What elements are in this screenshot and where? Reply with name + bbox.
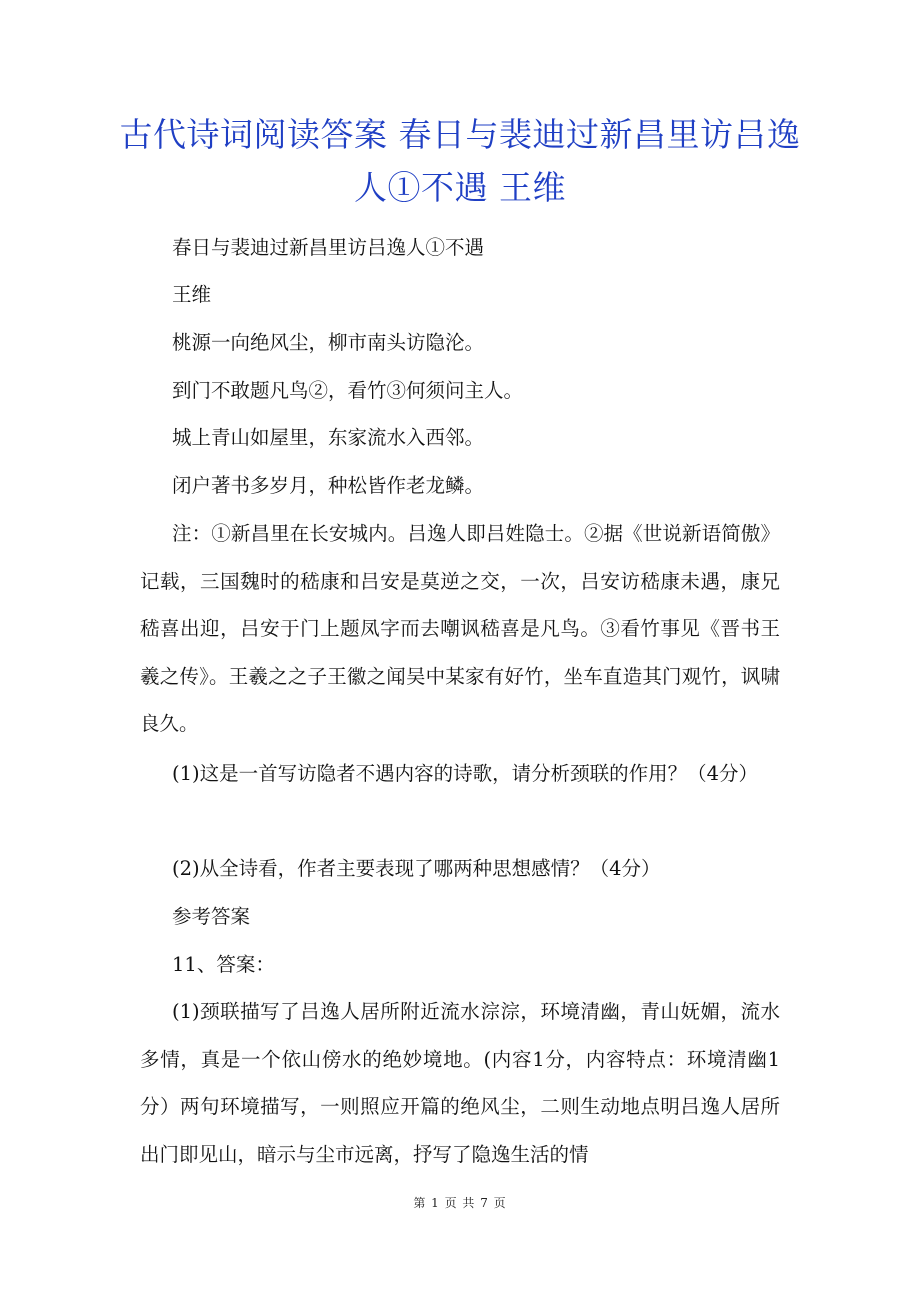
answer-number: 11、答案：	[172, 953, 275, 976]
page-footer: 第 1 页 共 7 页	[413, 1196, 507, 1210]
poem-line-4: 闭户著书多岁月，种松皆作老龙鳞。	[172, 474, 485, 497]
poem-line-3: 城上青山如屋里，东家流水入西邻。	[172, 426, 485, 449]
document-title: 古代诗词阅读答案 春日与裴迪过新昌里访吕逸人①不遇 王维	[119, 115, 801, 207]
poem-author: 王维	[172, 283, 212, 306]
poem-line-1: 桃源一向绝风尘，柳市南头访隐沦。	[172, 331, 485, 354]
answer-heading: 参考答案	[172, 905, 251, 928]
poem-title: 春日与裴迪过新昌里访吕逸人①不遇	[172, 236, 485, 259]
poem-notes: 注：①新昌里在长安城内。吕逸人即吕姓隐士。②据《世说新语简傲》记载，三国魏时的嵇康和吕安是莫逆之交，一次，吕安访嵇康未遇，康兄嵇喜出迎，吕安于门上题凤字而去嘲讽嵇喜是凡鸟。③看竹事见《晋书王羲之传》。王羲之之子王徽之闻吴中某家有好竹，坐车直造其门观竹，讽啸良久。	[140, 522, 780, 735]
answer-1: (1)颈联描写了吕逸人居所附近流水淙淙，环境清幽，青山妩媚，流水多情，真是一个依山傍水的绝妙境地。(内容1分，内容特点：环境清幽1分）两句环境描写，一则照应开篇的绝风尘，二则生动地点明吕逸人居所出门即见山，暗示与尘市远离，抒写了隐逸生活的情	[140, 1000, 780, 1166]
question-2: (2)从全诗看，作者主要表现了哪两种思想感情？（4分）	[172, 857, 661, 880]
question-1: (1)这是一首写访隐者不遇内容的诗歌，请分析颈联的作用？（4分）	[172, 762, 759, 785]
poem-line-2: 到门不敢题凡鸟②，看竹③何须问主人。	[172, 379, 524, 402]
